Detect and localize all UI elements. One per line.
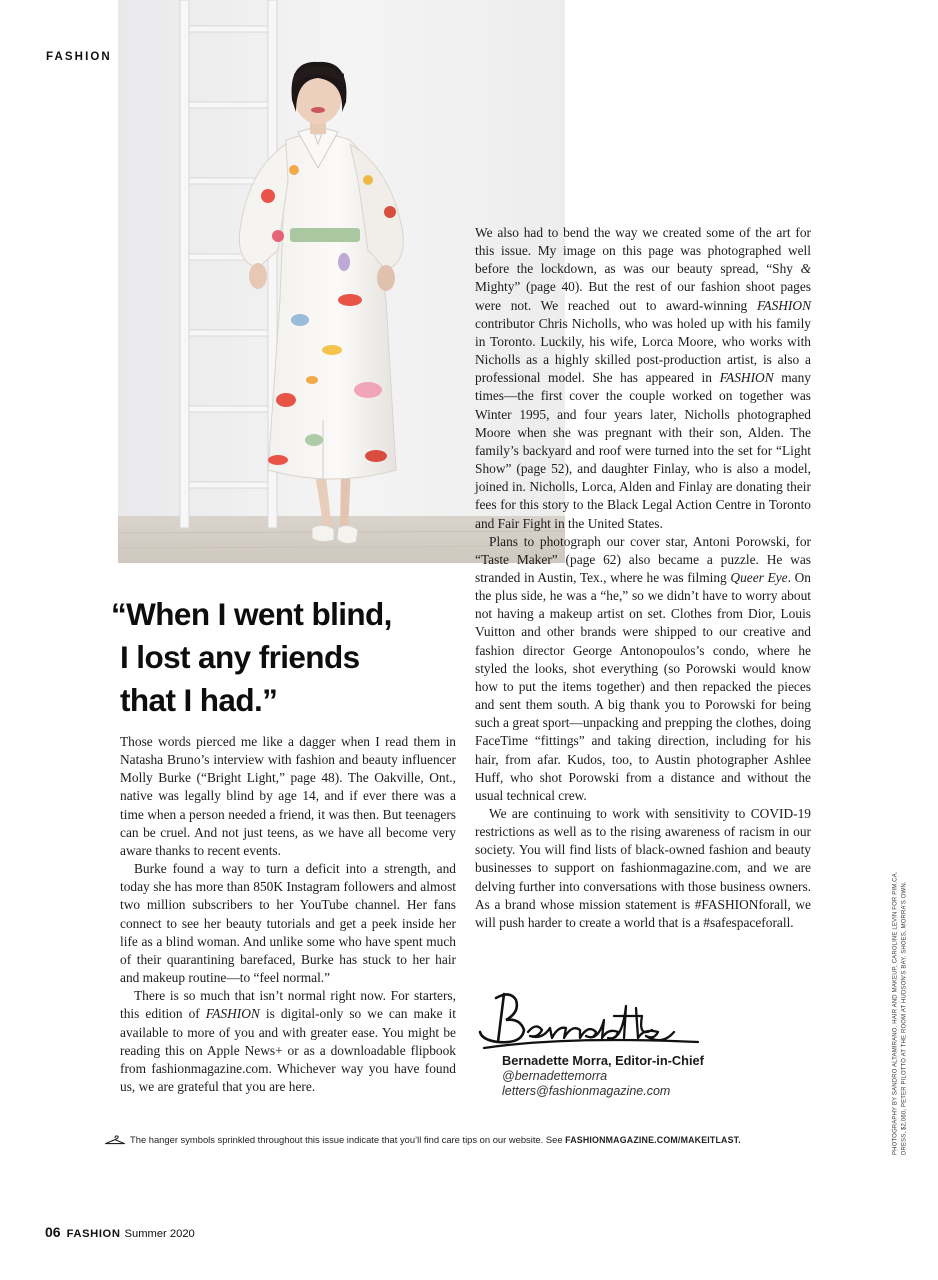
- italic-text: Queer Eye: [730, 569, 788, 585]
- pull-quote-line: “When I went blind,: [111, 596, 392, 632]
- body-paragraph: Plans to photograph our cover star, Antoni Porowski, for “Taste Maker” (page 62) also became a puzzle. He was stranded in Austin, Tex., where he was filming Queer Eye. On the plus side, he was a “he,” so we didn’t have to worry about not having a makeup artist on set. Clothes from Dior, Louis Vuitton and other brands were shipped to our creative and fashion director George Antonopoulos’s condo, where he styled the looks, shot everything (so Porowski would know how to put the items together) and then repacked the pieces and sent them south. A big thank you to Porowski for being such a great sport—unpacking and prepping the clothes, doing FaceTime “fittings” and taking direction, including for his hair, from afar. Kudos, too, to Austin photographer Ashlee Huff, who shot Porowski from a distance and without the usual technical crew.: [475, 533, 811, 803]
- section-name: FASHION: [46, 51, 112, 63]
- italic-text: FASHION: [205, 1006, 260, 1022]
- body-paragraph: Burke found a way to turn a deficit into a strength, and today she has more than 850K Instagram followers and almost two million subscribers to her YouTube channel. Her fans connect to see her beauty tutorials and get a peek inside her life as a blind woman. And unlike some who have spent much of their quarantining barefaced, Burke has stuck to her hair and makeup routine—to “feel normal.”: [120, 861, 456, 986]
- italic-text: &: [800, 261, 811, 277]
- italic-text: FASHION: [719, 370, 774, 386]
- body-paragraph: We are continuing to work with sensitivity to COVID-19 restrictions as well as to the rising awareness of racism in our society. You will find lists of black-owned fashion and beauty businesses to support on fashionmagazine.com, and we are delving further into conversations with those business owners. As a brand whose mission statement is #FASHIONforall, we will push harder to create a world that is a #safespaceforall.: [475, 806, 811, 930]
- editor-email-link[interactable]: letters@fashionmagazine.com: [502, 1084, 671, 1099]
- page-folio: [45, 1224, 195, 1242]
- editor-name: Bernadette Morra, Editor-in-Chief: [502, 1053, 704, 1068]
- pull-quote: [111, 593, 471, 722]
- footnote-text: The hanger symbols sprinkled throughout this issue indicate that you’ll find care tips on our website. See: [130, 1134, 566, 1145]
- body-paragraph: We also had to bend the way we created some of the art for this issue. My image on this page was photographed well before the lockdown, as was our beauty spread, “Shy & Mighty” (page 40). But the rest of our fashion shoot pages were not. We reached out to award-winning FASHION contributor Chris Nicholls, who was holed up with his family in Toronto. Luckily, his wife, Lorca Moore, who works with Nicholls as a highly skilled post-production artist, is also a professional model. She has appeared in FASHION many times—the first cover the couple worked on together was Winter 1995, and four years later, Nicholls photographed Moore when she was pregnant with their son, Alden. The family’s backyard and roof were turned into the set for “Light Show” (page 52), and daughter Finlay, who is also a model, joined in. Nicholls, Lorca, Alden and Finlay are donating their fees for this story to the Black Legal Action Centre in Toronto and Fair Fight in the United States.: [475, 225, 811, 531]
- italic-text: FASHION: [756, 297, 811, 313]
- issue-date: Summer 2020: [124, 1228, 195, 1240]
- magazine-name: FASHION: [66, 1228, 121, 1240]
- body-column-left: [120, 733, 456, 1096]
- signature-block: [502, 1053, 704, 1100]
- pull-quote-line: I lost any friends: [120, 639, 360, 675]
- photo-credit: [891, 825, 908, 1155]
- make-it-last-link[interactable]: FASHIONMAGAZINE.COM/MAKEITLAST.: [565, 1135, 741, 1145]
- body-paragraph: There is so much that isn’t normal right now. For starters, this edition of FASHION is digital-only so we can make it available to more of you and with greater ease. You might be reading this on Apple News+ or as a downloadable flipbook from fashionmagazine.com. Whichever way you have found us, we are grateful that you are here.: [120, 988, 456, 1094]
- photo-credit-line: DRESS, $2,060, PETER PILOTTO AT THE ROOM AT HUDSON’S BAY. SHOES, MORRA’S OWN.: [901, 881, 907, 1155]
- editor-social-handle: @bernadettemorra: [502, 1068, 608, 1083]
- care-tips-footnote: [104, 1134, 864, 1147]
- signature-autograph: [476, 986, 708, 1052]
- photo-credit-line: PHOTOGRAPHY BY SANDRO ALTAMIRANO. HAIR AND MAKEUP, CAROLINE LEVIN FOR PIM.CA.: [892, 871, 899, 1155]
- page-number: 06: [45, 1224, 61, 1240]
- hanger-icon: [104, 1135, 126, 1147]
- body-paragraph: Those words pierced me like a dagger when I read them in Natasha Bruno’s interview with fashion and beauty influencer Molly Burke (“Bright Light,” page 48). The Oakville, Ont., native was legally blind by age 14, and if ever there was a time when a person needed a friend, it was then. But teenagers can be cruel. And not just teens, as we have all become very aware thanks to recent events.: [120, 734, 456, 858]
- pull-quote-line: that I had.”: [120, 682, 278, 718]
- body-column-right: [475, 224, 811, 932]
